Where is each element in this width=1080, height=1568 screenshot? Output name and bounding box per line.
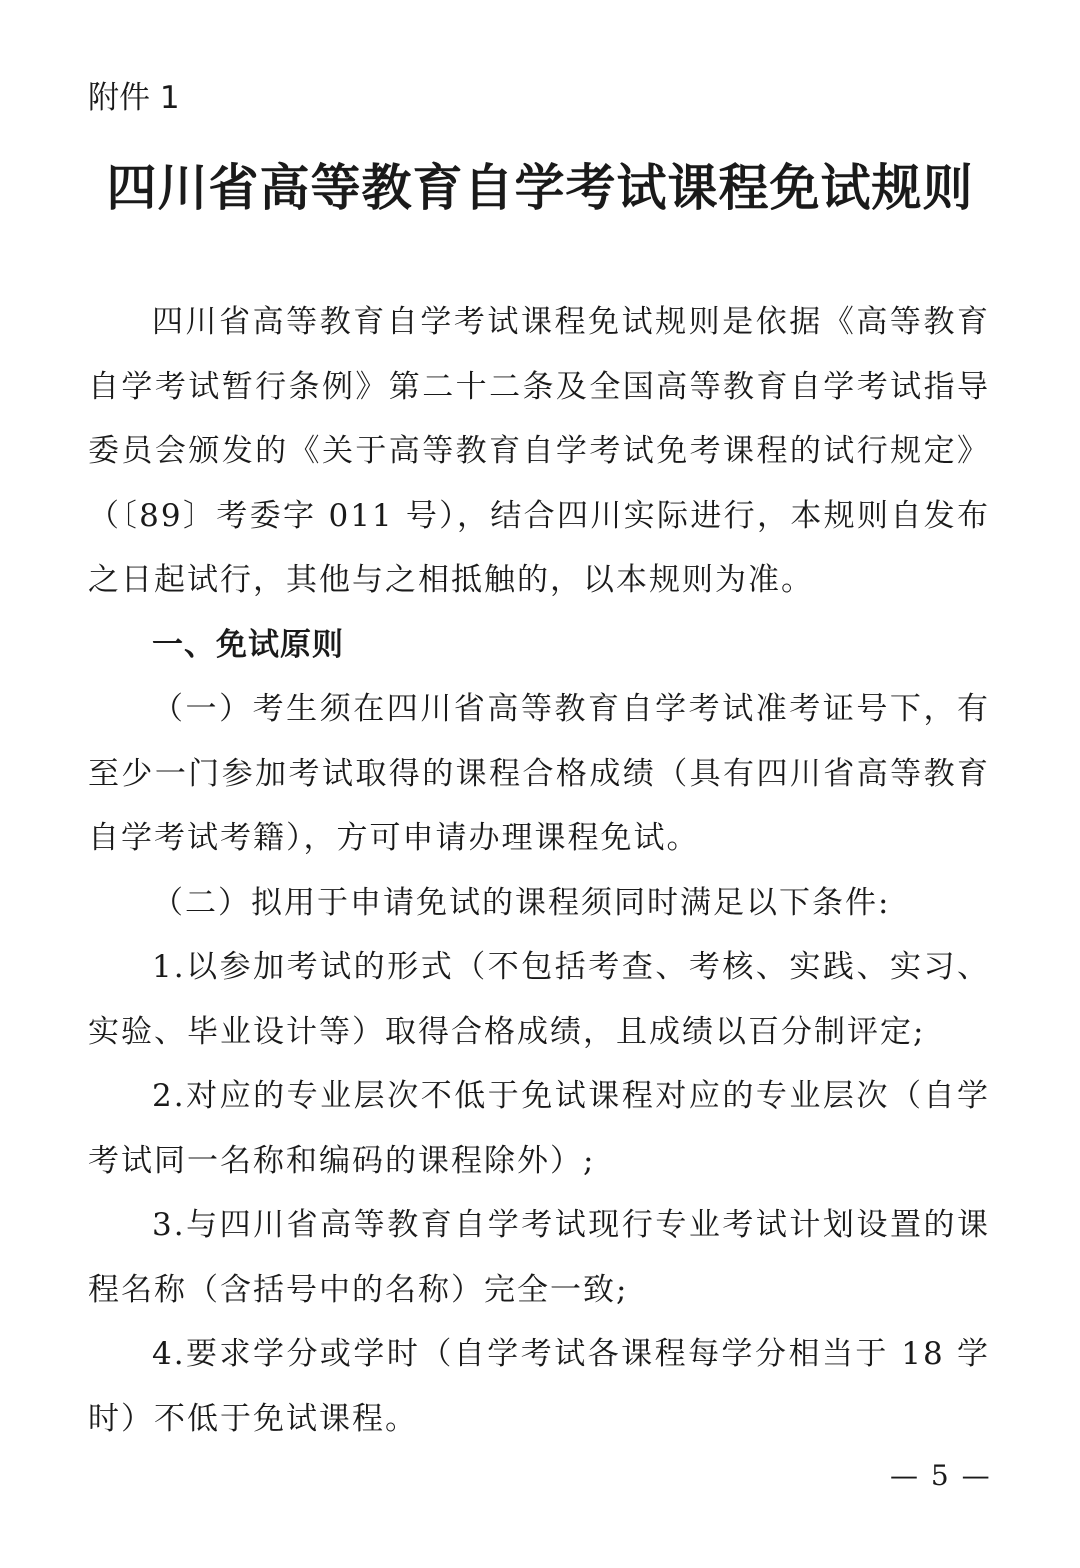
condition-paragraph-2: 2.对应的专业层次不低于免试课程对应的专业层次（自学考试同一名称和编码的课程除外）;: [88, 1078, 990, 1179]
attachment-label: 附件 1: [88, 80, 180, 116]
condition-paragraph-1: 1.以参加考试的形式（不包括考查、考核、实践、实习、实验、毕业设计等）取得合格成绩，且成绩以百分制评定;: [88, 949, 990, 1050]
condition-paragraph-4: 4.要求学分或学时（自学考试各课程每学分相当于 18 学时）不低于免试课程。: [88, 1336, 990, 1437]
item-paragraph-1: （一）考生须在四川省高等教育自学考试准考证号下，有至少一门参加考试取得的课程合格成绩（具有四川省高等教育自学考试考籍），方可申请办理课程免试。: [88, 691, 990, 856]
condition-paragraph-3: 3.与四川省高等教育自学考试现行专业考试计划设置的课程名称（含括号中的名称）完全一致;: [88, 1207, 990, 1308]
intro-paragraph: 四川省高等教育自学考试课程免试规则是依据《高等教育自学考试暂行条例》第二十二条及全国高等教育自学考试指导委员会颁发的《关于高等教育自学考试免考课程的试行规定》（〔89〕考委字 011 号），结合四川实际进行，本规则自发布之日起试行，其他与之相抵触的，以本规则为准。: [88, 304, 990, 598]
document-body: [88, 290, 990, 1451]
page-number: — 5 —: [890, 1459, 992, 1492]
item-paragraph-2: （二）拟用于申请免试的课程须同时满足以下条件:: [152, 884, 891, 921]
document-title: 四川省高等教育自学考试课程免试规则: [106, 159, 974, 217]
section-heading-1: 一、免试原则: [152, 626, 344, 663]
